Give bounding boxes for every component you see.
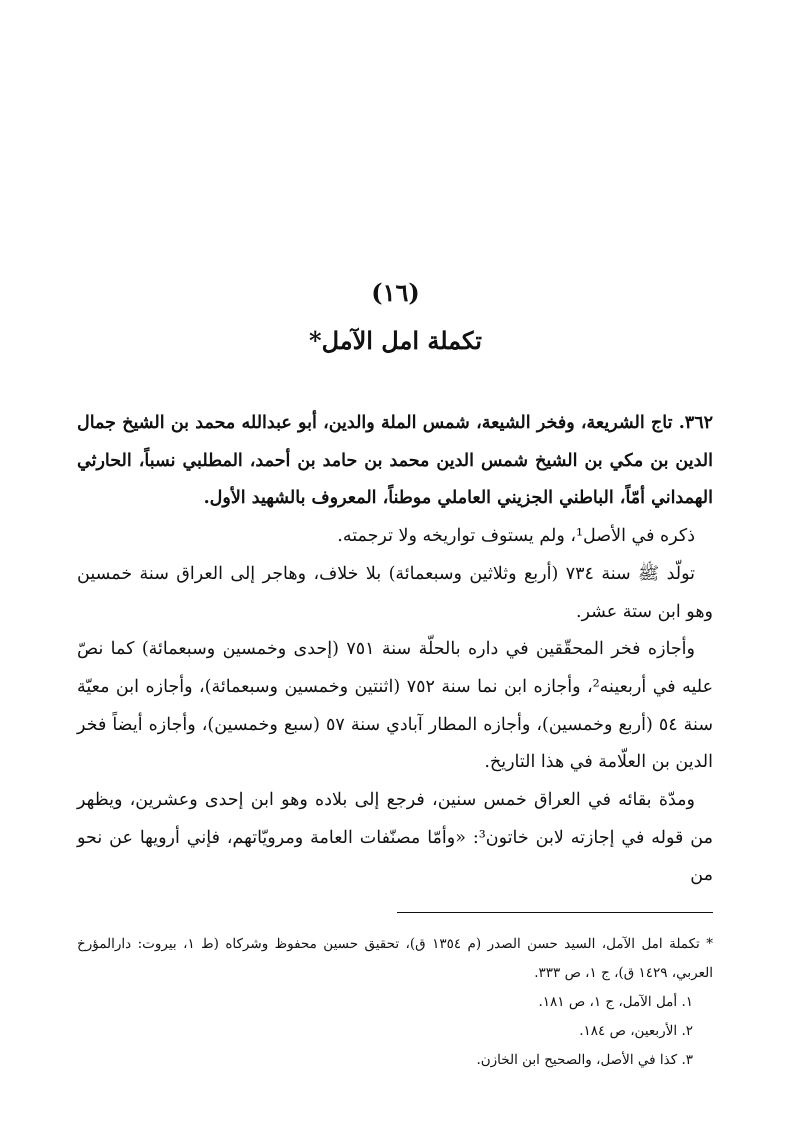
- chapter-number: (١٦): [371, 278, 420, 307]
- footnote-1: ١. أمل الآمل، ج ١، ص ١٨١.: [538, 994, 693, 1010]
- footnotes: [77, 930, 713, 1075]
- entry-heading-paragraph: ٣٦٢. تاج الشريعة، وفخر الشيعة، شمس الملة والدين، أبو عبدالله محمد بن الشيخ جمال الدين بن مكي بن الشيخ شمس الدين محمد بن حامد بن أحمد، المطلبي نسباً، الحارثي الهمداني أمّاً، الباطني الجزيني العاملي موطناً، المعروف بالشهيد الأول.: [77, 413, 713, 509]
- footnote-source: * تكملة امل الآمل، السيد حسن الصدر (م ١٣٥٤ ق)، تحقيق حسين محفوظ وشركاه (ط ١، بيروت: دارالمؤرخ العربي، ١٤٢٩ ق)، ج ١، ص ٣٣٣.: [77, 936, 713, 981]
- body-text: [77, 405, 713, 895]
- footnote-divider: [397, 912, 713, 913]
- footnote-2: ٢. الأربعين، ص ١٨٤.: [579, 1023, 693, 1039]
- body-paragraph-3: وأجازه فخر المحقّقين في داره بالحلّة سنة ٧٥١ (إحدى وخمسين وسبعمائة) كما نصّ عليه في أربعينه²، وأجازه ابن نما سنة ٧٥٢ (اثنتين وخمسين وسبعمائة)، وأجازه ابن معيّة سنة ٥٤ (أربع وخمسين)، وأجازه المطار آبادي سنة ٥٧ (سبع وخمسين)، وأجازه أيضاً فخر الدين بن العلّامة في هذا التاريخ.: [77, 639, 714, 773]
- footnote-3: ٣. كذا في الأصل، والصحيح ابن الخازن.: [476, 1052, 693, 1068]
- chapter-title: تكملة امل الآمل*: [309, 326, 482, 355]
- body-paragraph-1: ذكره في الأصل¹، ولم يستوف تواريخه ولا ترجمته.: [337, 526, 695, 547]
- body-paragraph-2: تولّد ﷺ سنة ٧٣٤ (أربع وثلاثين وسبعمائة) بلا خلاف، وهاجر إلى العراق سنة خمسين وهو ابن ستة عشر.: [77, 563, 713, 622]
- body-paragraph-4: ومدّة بقائه في العراق خمس سنين، فرجع إلى بلاده وهو ابن إحدى وعشرين، ويظهر من قوله في إجازته لابن خاتون³: «وأمّا مصنّفات العامة ومرويّاتهم، فإني أرويها عن نحو من: [77, 790, 713, 886]
